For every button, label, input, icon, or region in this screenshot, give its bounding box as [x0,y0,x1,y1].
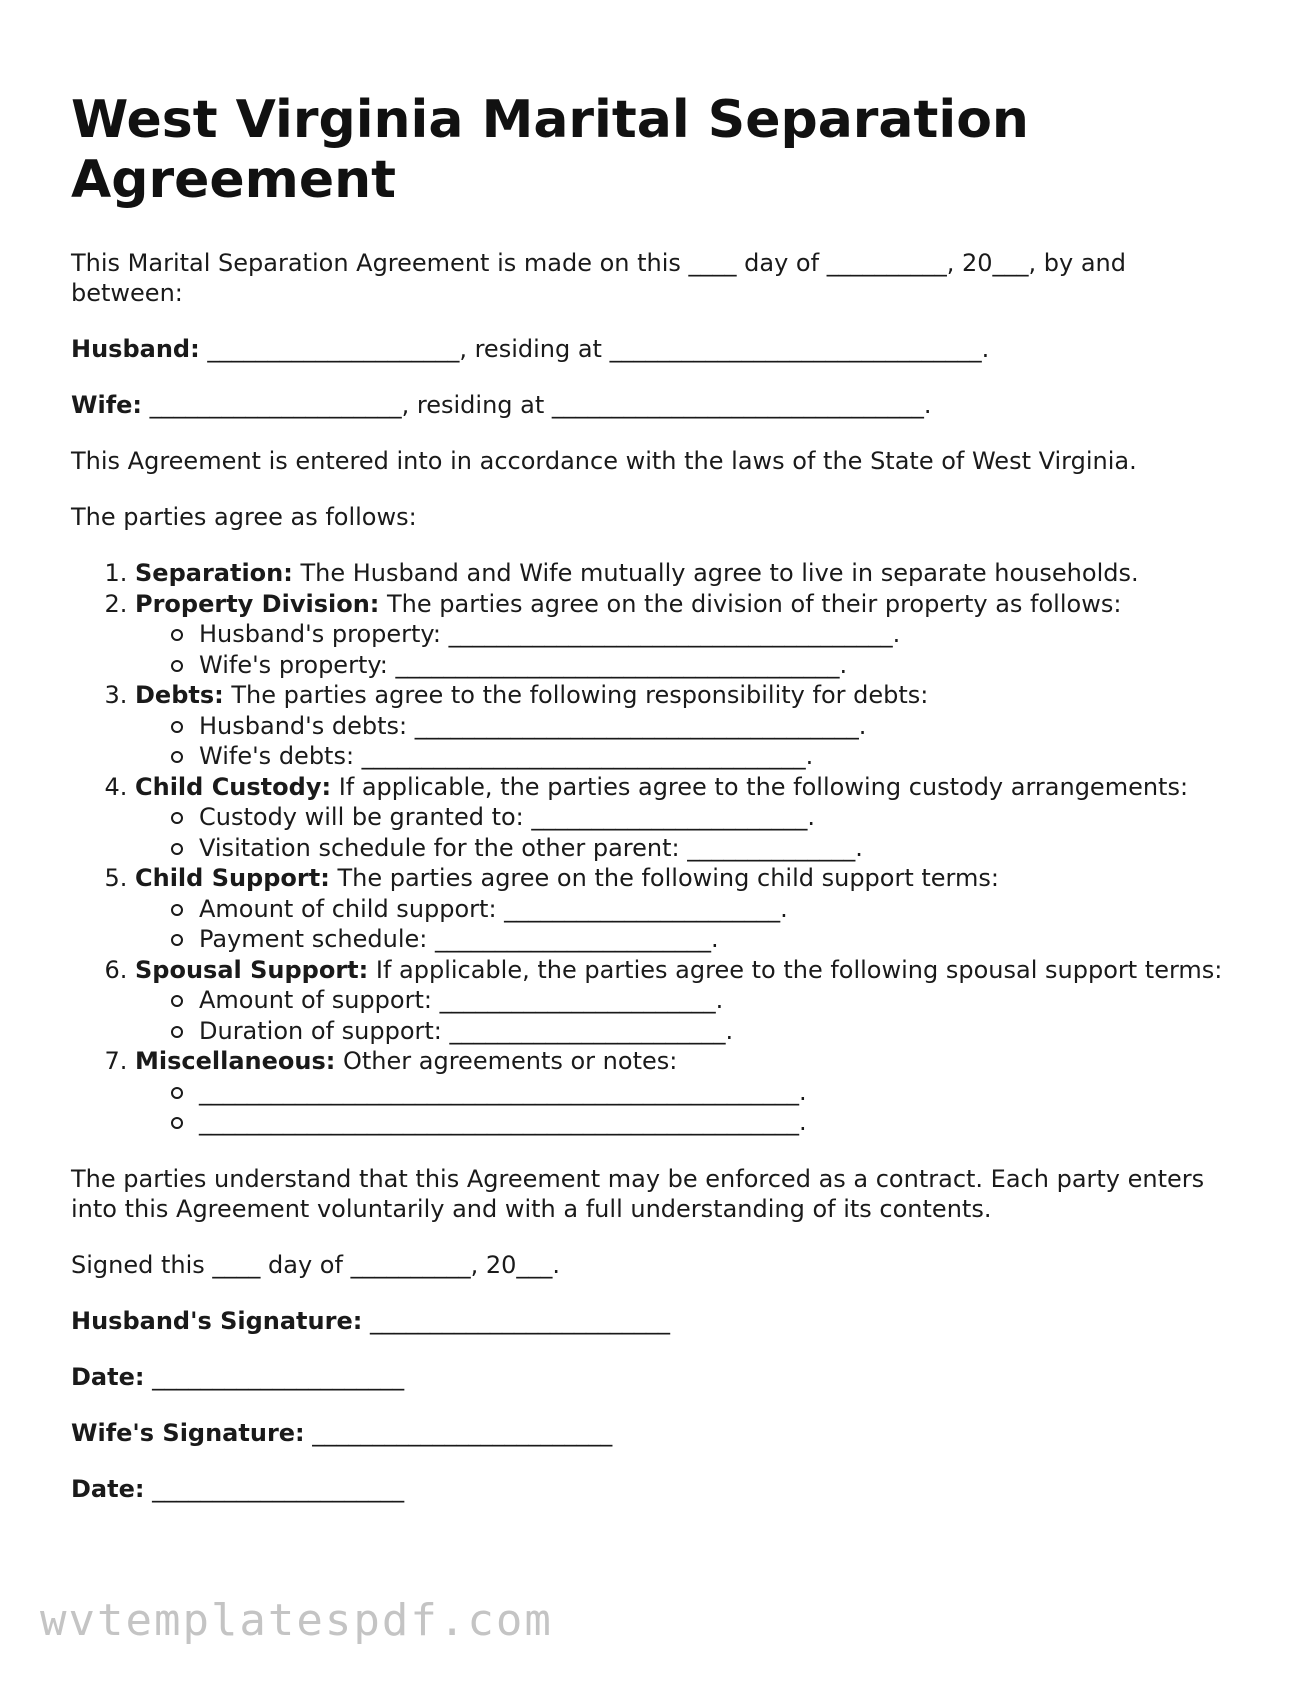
term-text: Other agreements or notes: [335,1047,678,1075]
closing-paragraph: The parties understand that this Agreement may be enforced as a contract. Each party enters into this Agreement voluntarily and with a full understanding of its contents. [71,1164,1205,1223]
husband-line [71,334,1231,364]
subitem-payment-schedule: Payment schedule: _______________________. [199,924,1231,955]
term-label: Miscellaneous: [135,1047,336,1075]
term-sublist [135,985,1231,1046]
subitem-husband-property: Husband's property: _____________________________________. [199,619,1231,650]
document-title: West Virginia Marital Separation Agreement [71,90,1029,210]
watermark: wvtemplatespdf.com [40,1595,553,1646]
term-text: The parties agree on the following child support terms: [329,864,999,892]
husband-signature-label: Husband's Signature: [71,1306,363,1335]
subitem-misc-line: __________________________________________________. [199,1107,1231,1138]
husband-fill-text: _____________________, residing at _______________________________. [199,335,990,363]
intro-paragraph: This Marital Separation Agreement is made on this ____ day of __________, 20___, by and between: [71,249,1126,307]
subitem-support-duration: Duration of support: _______________________. [199,1016,1231,1047]
term-label: Separation: [135,559,293,587]
subitem-husband-debts: Husband's debts: _____________________________________. [199,711,1231,742]
wife-signature-label: Wife's Signature: [71,1418,305,1447]
term-label: Spousal Support: [135,955,369,984]
signature-block [71,1306,1231,1504]
term-label: Debts: [135,681,224,709]
term-label: Child Custody: [135,772,332,801]
subitem-wife-debts: Wife's debts: _____________________________________. [199,741,1231,772]
term-sublist [135,1077,1231,1138]
subitem-support-amount: Amount of support: _______________________. [199,985,1231,1016]
subitem-visitation-schedule: Visitation schedule for the other parent: ______________. [199,833,1231,864]
term-separation [135,558,1231,589]
term-text: If applicable, the parties agree to the following spousal support terms: [368,955,1223,984]
term-child-support [135,863,1231,955]
subitem-wife-property: Wife's property: _____________________________________. [199,650,1231,681]
term-spousal-support [135,955,1231,1047]
term-miscellaneous [135,1046,1231,1138]
date-label: Date: [71,1362,145,1391]
husband-signature-line [71,1306,1231,1336]
term-sublist [135,802,1231,863]
subitem-child-support-amount: Amount of child support: _______________________. [199,894,1231,925]
husband-label: Husband: [71,335,200,363]
term-property-division [135,589,1231,681]
term-text: The parties agree on the division of their property as follows: [379,589,1122,618]
term-sublist [135,894,1231,955]
law-statement: This Agreement is entered into in accordance with the laws of the State of West Virginia. [71,447,1137,475]
terms-list [71,558,1231,1138]
agree-intro: The parties agree as follows: [71,503,417,531]
signed-date-line: Signed this ____ day of __________, 20___. [71,1250,560,1279]
document-page [71,90,1231,1530]
wife-signature-blank: _________________________ [304,1418,613,1447]
term-sublist [135,711,1231,772]
term-text: If applicable, the parties agree to the following custody arrangements: [331,772,1189,801]
wife-line [71,390,1231,420]
wife-label: Wife: [71,391,143,419]
term-child-custody [135,772,1231,864]
date-blank: _____________________ [144,1474,405,1503]
date-label: Date: [71,1474,145,1503]
wife-date-line [71,1474,1231,1504]
date-blank: _____________________ [144,1362,405,1391]
term-text: The parties agree to the following responsibility for debts: [223,681,929,709]
wife-signature-line [71,1418,1231,1448]
term-debts [135,680,1231,772]
subitem-misc-line: __________________________________________________. [199,1077,1231,1108]
subitem-custody-granted: Custody will be granted to: _______________________. [199,802,1231,833]
husband-signature-blank: _________________________ [362,1306,670,1335]
husband-date-line [71,1362,1231,1392]
term-text: The Husband and Wife mutually agree to live in separate households. [292,559,1139,587]
term-label: Property Division: [135,589,380,618]
wife-fill-text: _____________________, residing at _______________________________. [142,391,932,419]
term-label: Child Support: [135,864,330,892]
term-sublist [135,619,1231,680]
